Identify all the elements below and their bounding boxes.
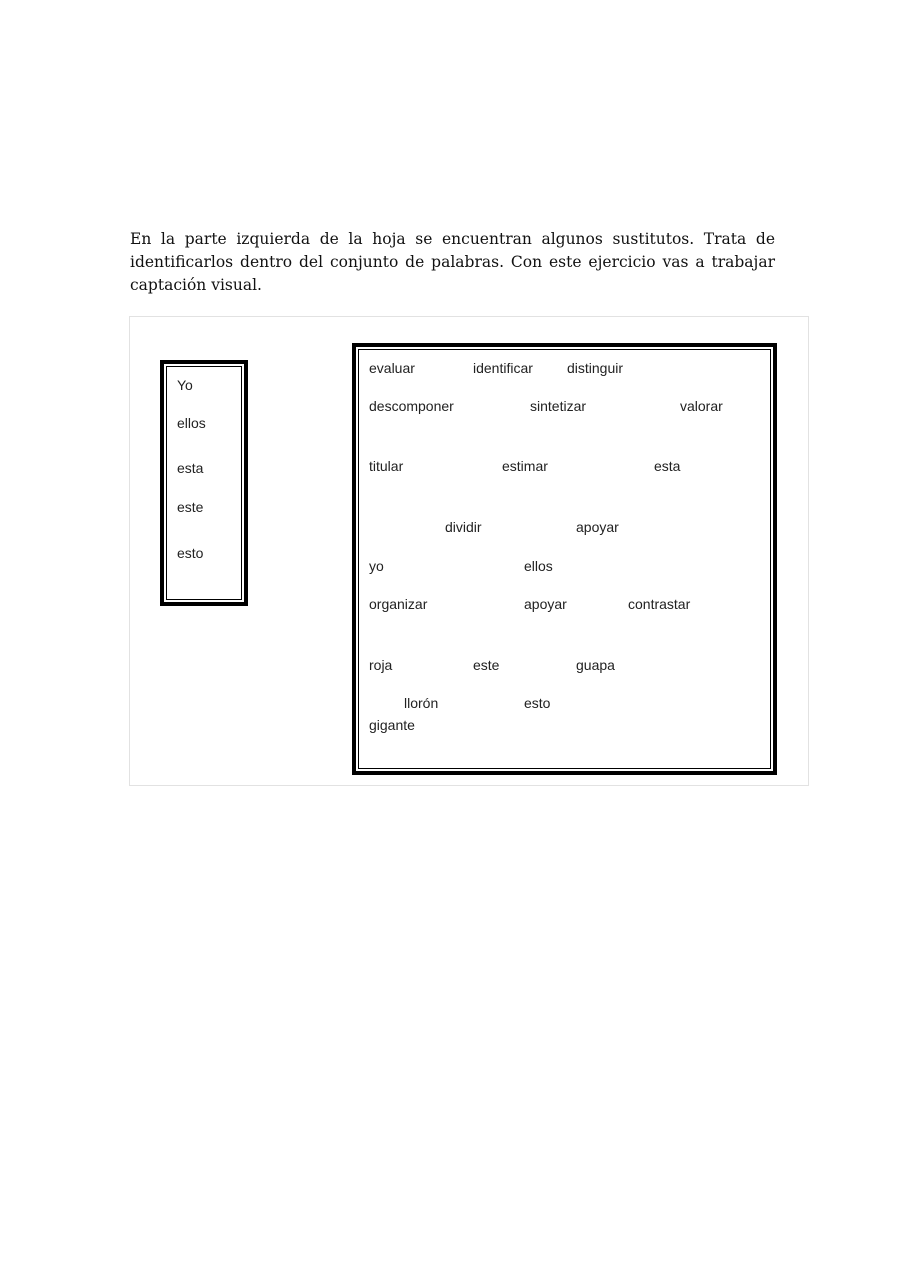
word-set-item: dividir bbox=[445, 519, 482, 535]
substitutes-box bbox=[160, 360, 248, 606]
word-set-item: llorón bbox=[404, 695, 439, 711]
substitute-word: esto bbox=[177, 545, 204, 561]
word-set-item: este bbox=[473, 657, 500, 673]
word-set-item: yo bbox=[369, 558, 384, 574]
word-set-item: estimar bbox=[502, 458, 548, 474]
word-set-item: apoyar bbox=[524, 596, 567, 612]
word-set-item: sintetizar bbox=[530, 398, 587, 414]
word-set-item: apoyar bbox=[576, 519, 619, 535]
word-set-item: gigante bbox=[369, 717, 415, 733]
instruction-paragraph: En la parte izquierda de la hoja se encuentran algunos sustitutos. Trata de identificarlos dentro del conjunto de palabras. Con este ejercicio vas a trabajar captación visual. bbox=[130, 230, 775, 294]
word-set-item: esto bbox=[524, 695, 551, 711]
word-set-item: evaluar bbox=[369, 360, 415, 376]
word-set-item: organizar bbox=[369, 596, 428, 612]
substitute-word: ellos bbox=[177, 415, 206, 431]
substitute-word: esta bbox=[177, 460, 204, 476]
word-set-item: valorar bbox=[680, 398, 723, 414]
word-set-item: guapa bbox=[576, 657, 615, 673]
word-set-item: roja bbox=[369, 657, 393, 673]
word-set-item: esta bbox=[654, 458, 681, 474]
word-set-item: identificar bbox=[473, 360, 533, 376]
substitute-word: Yo bbox=[177, 377, 193, 393]
word-set-item: distinguir bbox=[567, 360, 624, 376]
word-set-item: contrastar bbox=[628, 596, 691, 612]
word-set-item: descomponer bbox=[369, 398, 454, 414]
word-set-item: titular bbox=[369, 458, 404, 474]
substitute-word: este bbox=[177, 499, 204, 515]
word-set-item: ellos bbox=[524, 558, 553, 574]
